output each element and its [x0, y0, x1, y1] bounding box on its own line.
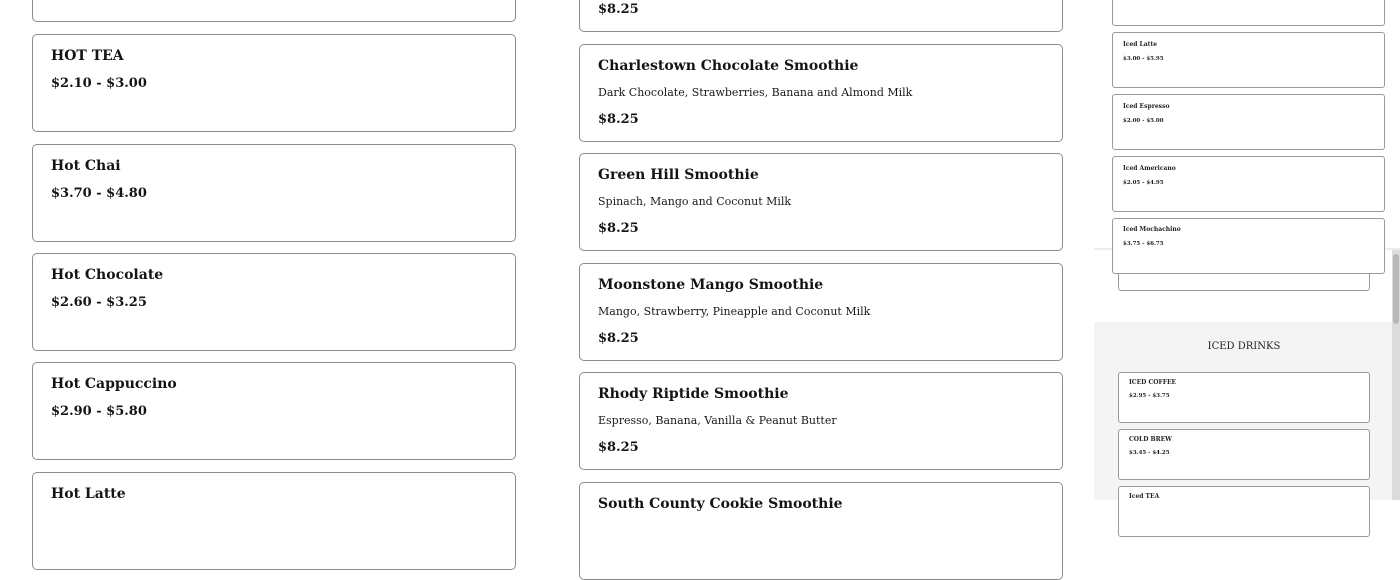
item-price: $8.25 [598, 331, 639, 346]
preview-lower-layer [1094, 250, 1400, 500]
preview-upper-layer [1094, 0, 1400, 248]
item-price: $8.25 [598, 440, 639, 455]
preview-item-card[interactable] [1112, 156, 1385, 212]
menu-item-card[interactable] [579, 0, 1063, 32]
item-description: Mango, Strawberry, Pineapple and Coconut Milk [598, 305, 871, 318]
preview-item-card[interactable] [1118, 372, 1370, 423]
menu-item-card[interactable] [32, 34, 516, 132]
preview-item-name: Iced Mochachino [1123, 226, 1181, 233]
menu-item-card[interactable] [32, 472, 516, 570]
menu-item-card[interactable] [579, 482, 1063, 580]
preview-item-card[interactable] [1118, 486, 1370, 537]
preview-item-name: Iced TEA [1129, 493, 1160, 500]
preview-item-name: ICED COFFEE [1129, 379, 1177, 386]
preview-item-card[interactable] [1112, 94, 1385, 150]
item-price: $8.25 [598, 2, 639, 17]
item-name: Hot Chai [51, 158, 121, 174]
menu-item-card[interactable] [579, 372, 1063, 470]
item-name: Charlestown Chocolate Smoothie [598, 58, 859, 74]
preview-item-card[interactable] [1112, 32, 1385, 88]
item-name: Rhody Riptide Smoothie [598, 386, 789, 402]
preview-item-card[interactable] [1118, 429, 1370, 480]
item-name: Green Hill Smoothie [598, 167, 759, 183]
iced-drinks-section [1094, 322, 1400, 500]
preview-item-price: $2.00 - $5.00 [1123, 118, 1164, 124]
item-price: $2.90 - $5.80 [51, 404, 147, 419]
item-price: $3.70 - $4.80 [51, 186, 147, 201]
item-price: $2.10 - $3.00 [51, 76, 147, 91]
preview-scroll-thumb[interactable] [1393, 254, 1399, 324]
preview-item-price: $2.95 - $3.75 [1129, 393, 1170, 399]
item-price: $8.25 [598, 221, 639, 236]
item-name: HOT TEA [51, 48, 124, 64]
item-name: Hot Chocolate [51, 267, 164, 283]
preview-item-name: COLD BREW [1129, 436, 1172, 443]
preview-item-name: Iced Latte [1123, 41, 1158, 48]
preview-item-card[interactable] [1112, 218, 1385, 274]
menu-preview-panel [1094, 0, 1400, 500]
item-name: Moonstone Mango Smoothie [598, 277, 824, 293]
menu-item-card[interactable] [32, 253, 516, 351]
item-description: Dark Chocolate, Strawberries, Banana and Almond Milk [598, 86, 913, 99]
menu-item-card[interactable] [579, 263, 1063, 361]
preview-item-card[interactable] [1112, 0, 1385, 26]
item-price: $2.60 - $3.25 [51, 295, 147, 310]
menu-item-card[interactable] [32, 144, 516, 242]
item-price: $8.25 [598, 112, 639, 127]
menu-item-card[interactable] [579, 153, 1063, 251]
section-title: ICED DRINKS [1207, 341, 1281, 352]
item-name: Hot Latte [51, 486, 126, 502]
preview-item-name: Iced Americano [1123, 165, 1176, 172]
menu-item-card[interactable] [32, 362, 516, 460]
preview-item-price: $3.45 - $4.25 [1129, 450, 1170, 456]
item-name: Hot Cappuccino [51, 376, 177, 392]
item-description: Spinach, Mango and Coconut Milk [598, 195, 792, 208]
item-description: Espresso, Banana, Vanilla & Peanut Butter [598, 414, 837, 427]
preview-item-price: $2.05 - $4.95 [1123, 180, 1164, 186]
menu-item-card[interactable] [579, 44, 1063, 142]
menu-item-card[interactable] [32, 0, 516, 22]
preview-item-price: $3.75 - $6.75 [1123, 241, 1164, 247]
preview-item-price: $3.00 - $5.95 [1123, 56, 1164, 62]
item-name: South County Cookie Smoothie [598, 496, 843, 512]
preview-item-name: Iced Espresso [1123, 103, 1170, 110]
